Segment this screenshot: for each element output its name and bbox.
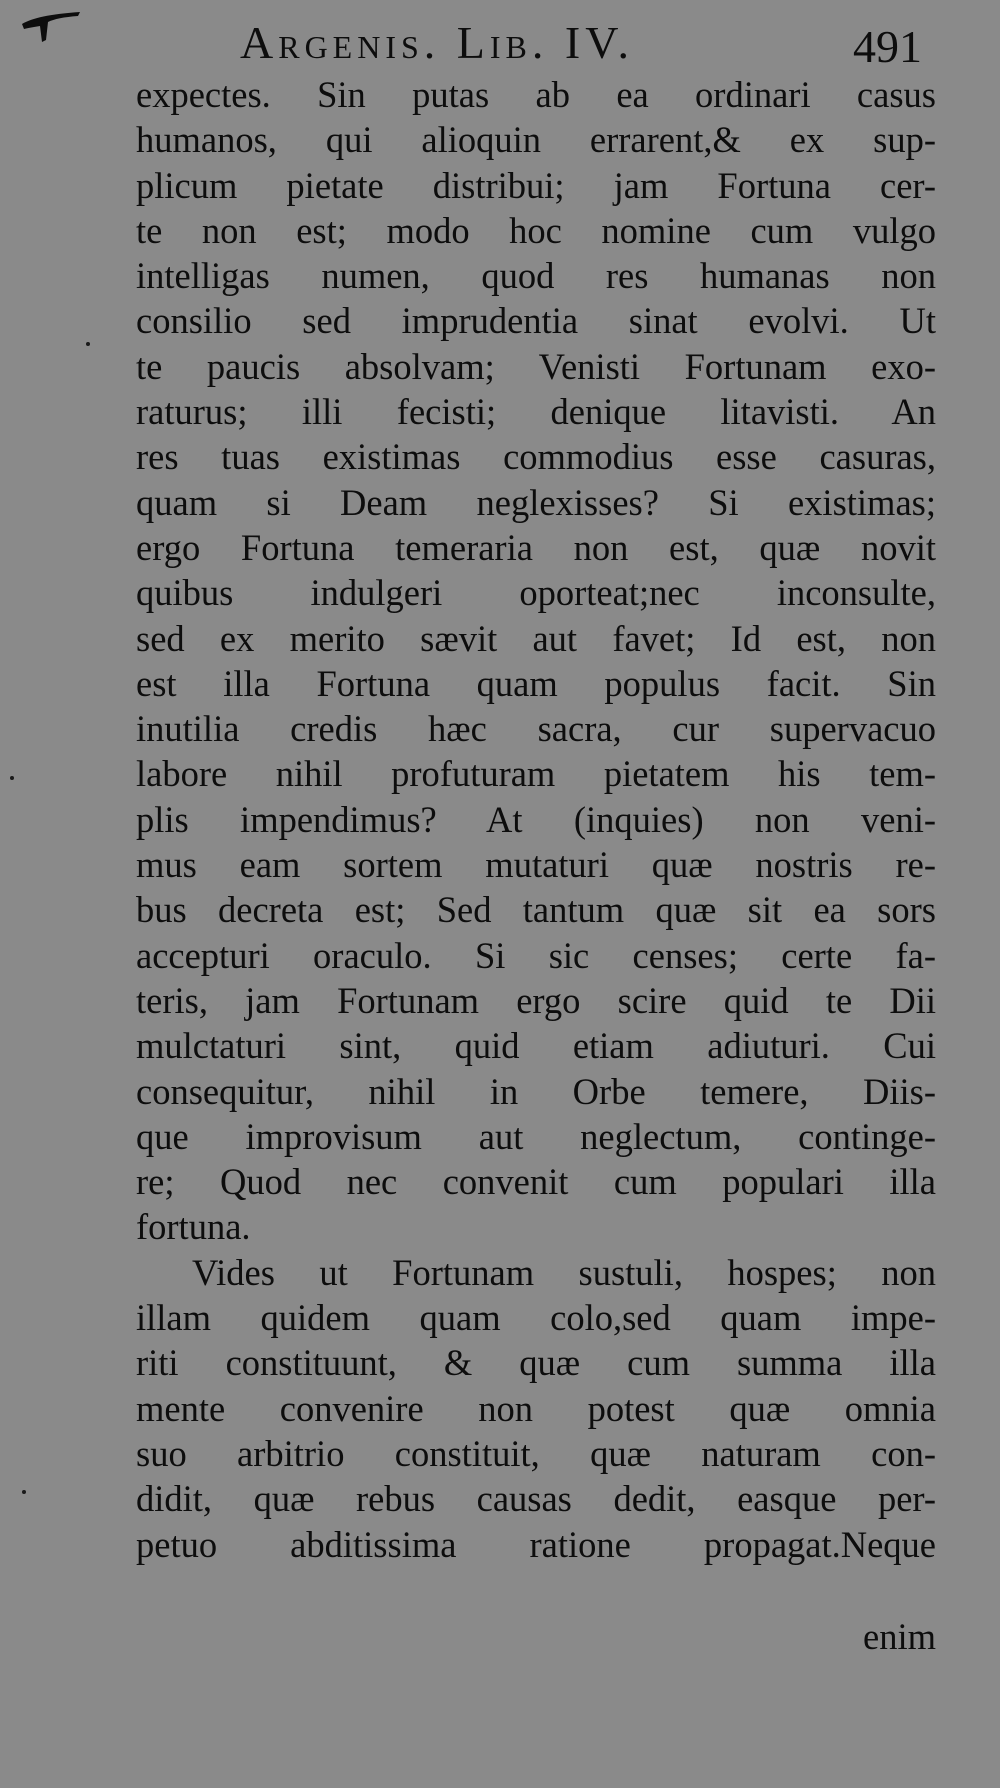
page-number: 491 [853, 21, 922, 72]
text-line: bus decreta est; Sed tantum quæ sit ea sors [136, 889, 936, 931]
body-text [136, 72, 936, 1567]
running-head-title: Argenis. Lib. IV. [240, 17, 634, 68]
text-line: riti constituunt, & quæ cum summa illa [136, 1342, 936, 1384]
text-line: est illa Fortuna quam populus facit. Sin [136, 662, 936, 704]
text-line: sed ex merito sævit aut favet; Id est, non [136, 617, 936, 659]
text-line: suo arbitrio constituit, quæ naturam con- [136, 1432, 936, 1474]
text-line: humanos, qui alioquin errarent,& ex sup- [136, 119, 936, 161]
text-line: mus eam sortem mutaturi quæ nostris re- [136, 844, 936, 886]
ink-blot-mark [20, 10, 84, 44]
text-line: te paucis absolvam; Venisti Fortunam exo- [136, 345, 936, 387]
text-line: res tuas existimas commodius esse casuras, [136, 436, 936, 478]
text-line: ergo Fortuna temeraria non est, quæ novit [136, 526, 936, 568]
text-line: consilio sed imprudentia sinat evolvi. Ut [136, 300, 936, 342]
text-line: mente convenire non potest quæ omnia [136, 1387, 936, 1429]
ink-speck [10, 776, 14, 780]
text-line: quibus indulgeri oporteat;nec inconsulte, [136, 572, 936, 614]
text-line: petuo abditissima ratione propagat.Neque [136, 1523, 936, 1565]
text-line: accepturi oraculo. Si sic censes; certe fa- [136, 934, 936, 976]
text-line: raturus; illi fecisti; denique litavisti. An [136, 391, 936, 433]
catchword: enim [863, 1616, 936, 1657]
ink-speck [22, 1490, 26, 1494]
text-line: fortuna. [136, 1206, 251, 1248]
text-line: expectes. Sin putas ab ea ordinari casus [136, 74, 936, 115]
text-line: inutilia credis hæc sacra, cur supervacuo [136, 708, 936, 750]
text-line: plis impendimus? At (inquies) non veni- [136, 798, 936, 840]
running-header [240, 12, 930, 72]
text-line: illam quidem quam colo,sed quam impe- [136, 1297, 936, 1339]
text-line: consequitur, nihil in Orbe temere, Diis- [136, 1070, 936, 1112]
text-line: labore nihil profuturam pietatem his tem- [136, 753, 936, 795]
ink-speck [86, 342, 90, 346]
text-line: plicum pietate distribui; jam Fortuna cer- [136, 164, 936, 206]
text-line: Vides ut Fortunam sustuli, hospes; non [192, 1251, 936, 1293]
text-line: que improvisum aut neglectum, continge- [136, 1115, 936, 1157]
text-line: te non est; modo hoc nomine cum vulgo [136, 209, 936, 251]
text-line: teris, jam Fortunam ergo scire quid te Dii [136, 979, 936, 1021]
text-line: intelligas numen, quod res humanas non [136, 255, 936, 297]
text-line: mulctaturi sint, quid etiam adiuturi. Cui [136, 1025, 936, 1067]
text-line: quam si Deam neglexisses? Si existimas; [136, 481, 936, 523]
text-line: didit, quæ rebus causas dedit, easque per- [136, 1478, 936, 1520]
text-line: re; Quod nec convenit cum populari illa [136, 1161, 936, 1203]
